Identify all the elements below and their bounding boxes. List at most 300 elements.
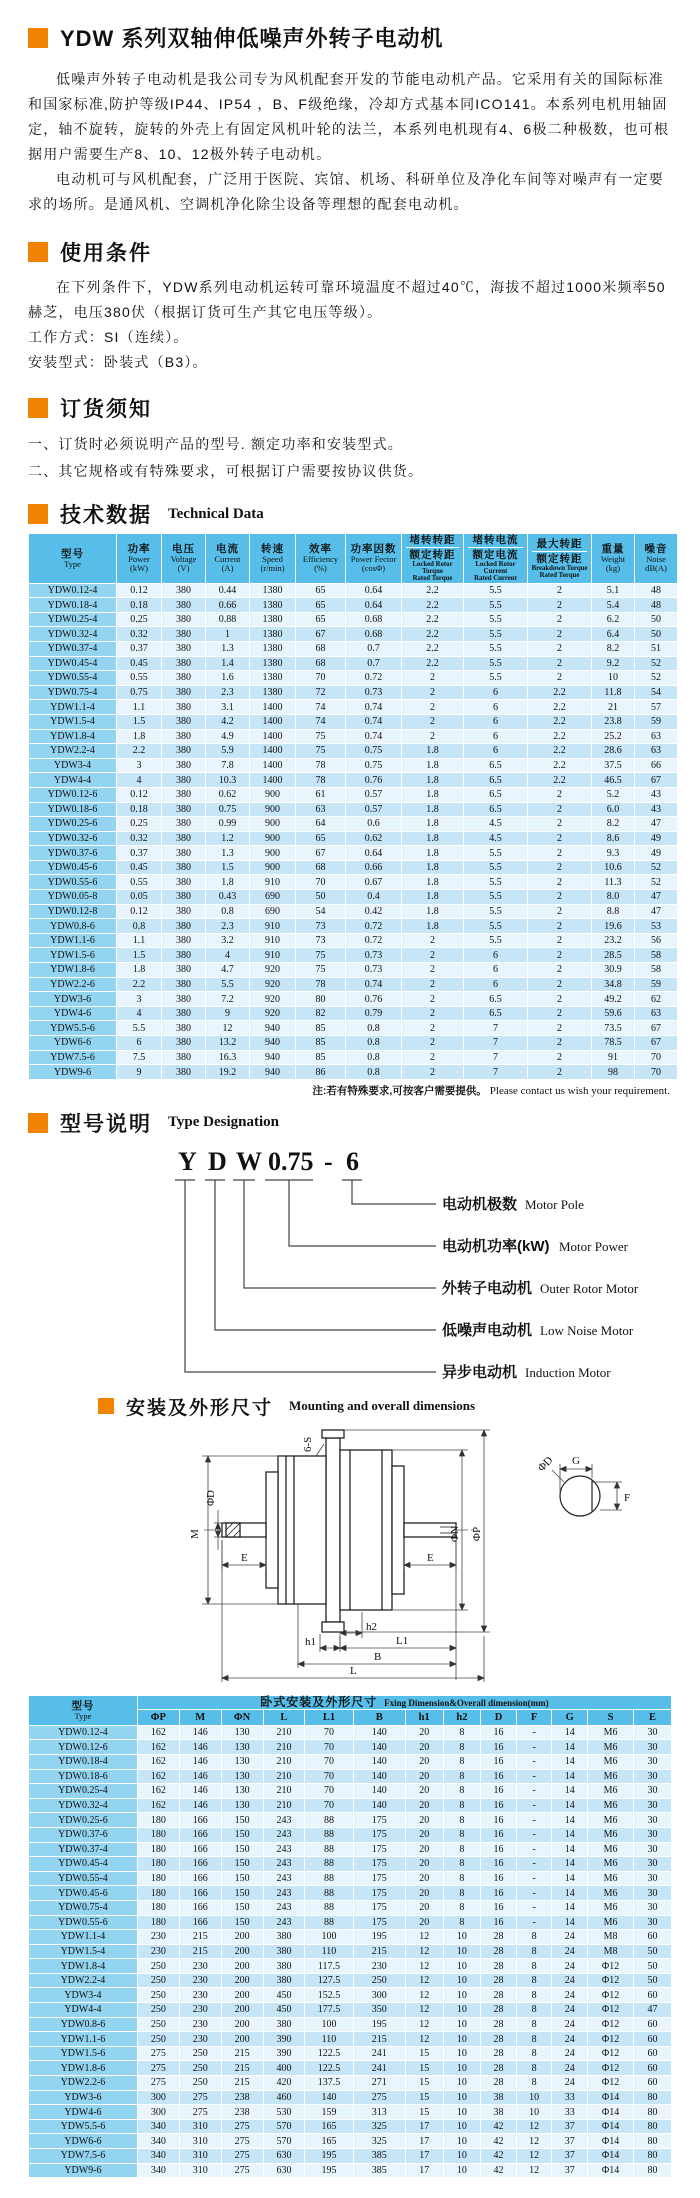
table-row (29, 1944, 672, 1959)
cell-s: M6 (588, 1871, 634, 1886)
cell-e: 80 (634, 2149, 672, 2164)
table-row (29, 1036, 678, 1051)
table-row (29, 2061, 672, 2076)
cell-b: 140 (353, 1725, 405, 1740)
cell-type: YDW2.2-4 (29, 744, 117, 759)
cell-d: 16 (481, 1827, 517, 1842)
table-row (29, 802, 678, 817)
cell-current: 9 (206, 1006, 250, 1021)
cell-voltage: 380 (162, 627, 206, 642)
cell-speed: 1380 (250, 598, 296, 613)
cell-current: 13.2 (206, 1036, 250, 1051)
cell-power: 5.5 (117, 1021, 162, 1036)
cell-d: 16 (481, 1754, 517, 1769)
cell-m: 230 (179, 1959, 221, 1974)
cell-type: YDW7.5-6 (29, 1050, 117, 1065)
cell-type: YDW0.32-4 (29, 627, 117, 642)
cell-power: 0.25 (117, 817, 162, 832)
cell-type: YDW0.45-6 (29, 860, 117, 875)
cell-d: 42 (481, 2149, 517, 2164)
cell-noise: 54 (635, 685, 678, 700)
cell-l: 630 (263, 2149, 305, 2164)
dims-table-header (29, 1695, 672, 1725)
cell-h2: 8 (443, 1798, 481, 1813)
cell-l: 243 (263, 1900, 305, 1915)
cell-weight: 30.9 (592, 963, 635, 978)
cell-speed: 690 (250, 890, 296, 905)
cell-type: YDW4-6 (29, 1006, 117, 1021)
cell-l1: 152.5 (305, 1988, 353, 2003)
col-speed: 转速 Speed (r/min) (250, 534, 296, 584)
cell-speed: 1380 (250, 671, 296, 686)
cell-g: 24 (552, 1988, 588, 2003)
cell-phip: 230 (137, 1930, 179, 1945)
cell-f: 8 (516, 2046, 552, 2061)
cell-lrt: 2 (402, 933, 464, 948)
cell-f: - (516, 1813, 552, 1828)
cell-type: YDW9-6 (29, 2163, 138, 2178)
cell-type: YDW9-6 (29, 1065, 117, 1080)
cell-current: 3.1 (206, 700, 250, 715)
cell-bt: 2 (528, 1065, 592, 1080)
cell-b: 195 (353, 1930, 405, 1945)
cell-f: - (516, 1769, 552, 1784)
table-row (29, 1798, 672, 1813)
table-row (29, 890, 678, 905)
cell-speed: 1400 (250, 773, 296, 788)
cell-d: 16 (481, 1886, 517, 1901)
cell-h1: 15 (405, 2046, 443, 2061)
cell-e: 60 (634, 1930, 672, 1945)
cell-d: 42 (481, 2163, 517, 2178)
cell-h1: 20 (405, 1798, 443, 1813)
cell-f: 8 (516, 1988, 552, 2003)
cell-phin: 130 (221, 1769, 263, 1784)
table-row (29, 773, 678, 788)
cell-l: 210 (263, 1740, 305, 1755)
cell-d: 28 (481, 1944, 517, 1959)
cell-phip: 162 (137, 1740, 179, 1755)
cell-power-factor: 0.57 (346, 787, 402, 802)
cell-noise: 47 (635, 904, 678, 919)
cell-current: 1.3 (206, 846, 250, 861)
cell-lrc: 5.5 (464, 904, 528, 919)
cell-l1: 195 (305, 2149, 353, 2164)
cell-speed: 1380 (250, 656, 296, 671)
cell-phin: 200 (221, 1944, 263, 1959)
cell-phin: 200 (221, 1973, 263, 1988)
cell-f: 12 (516, 2119, 552, 2134)
cell-e: 60 (634, 1988, 672, 2003)
cell-l: 380 (263, 1959, 305, 1974)
cell-lrt: 2.2 (402, 627, 464, 642)
cell-speed: 1400 (250, 758, 296, 773)
cell-type: YDW1.8-6 (29, 963, 117, 978)
cell-efficiency: 75 (296, 948, 346, 963)
code-part-d: D (208, 1146, 227, 1176)
cell-power: 0.12 (117, 583, 162, 598)
cell-bt: 2 (528, 963, 592, 978)
cell-m: 215 (179, 1930, 221, 1945)
cell-l: 210 (263, 1725, 305, 1740)
cell-l1: 88 (305, 1915, 353, 1930)
cell-f: - (516, 1827, 552, 1842)
cell-s: Φ12 (588, 2032, 634, 2047)
cell-e: 30 (634, 1827, 672, 1842)
cell-d: 28 (481, 1959, 517, 1974)
cell-power-factor: 0.74 (346, 714, 402, 729)
cell-type: YDW2.2-6 (29, 2076, 138, 2091)
cell-type: YDW3-4 (29, 758, 117, 773)
dims-col-label: M (179, 1709, 221, 1725)
cell-weight: 34.8 (592, 977, 635, 992)
cell-d: 16 (481, 1784, 517, 1799)
cell-speed: 1380 (250, 641, 296, 656)
cell-speed: 900 (250, 817, 296, 832)
cell-h2: 8 (443, 1886, 481, 1901)
ordering-item-2: 二、其它规格或有特殊要求，可根据订户需要按协议供货。 (28, 463, 424, 479)
cell-voltage: 380 (162, 1036, 206, 1051)
cell-m: 166 (179, 1842, 221, 1857)
cell-e: 30 (634, 1900, 672, 1915)
intro-paragraphs (28, 67, 672, 217)
designation-label-pole-en: Motor Pole (525, 1196, 584, 1212)
cell-noise: 52 (635, 875, 678, 890)
cell-l: 570 (263, 2119, 305, 2134)
cell-m: 146 (179, 1725, 221, 1740)
type-designation-diagram (28, 1140, 672, 1389)
cell-s: M6 (588, 1900, 634, 1915)
cell-type: YDW0.32-6 (29, 831, 117, 846)
cell-b: 241 (353, 2046, 405, 2061)
cell-f: 10 (516, 2105, 552, 2120)
cell-s: Φ12 (588, 2076, 634, 2091)
technical-data-table (28, 533, 678, 1080)
cell-lrc: 7 (464, 1050, 528, 1065)
cell-efficiency: 73 (296, 933, 346, 948)
cell-speed: 1400 (250, 729, 296, 744)
cell-phin: 200 (221, 2003, 263, 2018)
table-row (29, 831, 678, 846)
cell-lrt: 2.2 (402, 612, 464, 627)
cell-power-factor: 0.74 (346, 977, 402, 992)
cell-current: 7.2 (206, 992, 250, 1007)
cell-power: 0.18 (117, 598, 162, 613)
cell-l1: 70 (305, 1784, 353, 1799)
cell-s: Φ12 (588, 2017, 634, 2032)
cell-g: 24 (552, 2003, 588, 2018)
cell-voltage: 380 (162, 758, 206, 773)
cell-h1: 12 (405, 1988, 443, 2003)
cell-m: 275 (179, 2090, 221, 2105)
usage-heading-row (28, 237, 672, 267)
cell-h2: 8 (443, 1784, 481, 1799)
cell-f: 12 (516, 2134, 552, 2149)
cell-weight: 9.2 (592, 656, 635, 671)
cell-e: 30 (634, 1857, 672, 1872)
cell-bt: 2 (528, 598, 592, 613)
cell-f: 12 (516, 2149, 552, 2164)
cell-e: 30 (634, 1842, 672, 1857)
main-title-row (28, 22, 672, 53)
cell-weight: 5.4 (592, 598, 635, 613)
cell-e: 30 (634, 1769, 672, 1784)
cell-power-factor: 0.6 (346, 817, 402, 832)
tech-heading-row (28, 499, 672, 529)
col-breakdown-torque: 最大转距 额定转距 Breakdown Torque Rated Torque (528, 534, 592, 584)
cell-d: 28 (481, 2017, 517, 2032)
table-row (29, 656, 678, 671)
cell-current: 1.3 (206, 641, 250, 656)
cell-e: 60 (634, 2076, 672, 2091)
cell-lrc: 5.5 (464, 627, 528, 642)
cell-h2: 10 (443, 2149, 481, 2164)
cell-f: 8 (516, 2076, 552, 2091)
cell-phip: 180 (137, 1900, 179, 1915)
cell-noise: 43 (635, 802, 678, 817)
cell-h2: 8 (443, 1725, 481, 1740)
cell-voltage: 380 (162, 714, 206, 729)
cell-m: 310 (179, 2163, 221, 2178)
cell-type: YDW1.5-6 (29, 948, 117, 963)
cell-m: 230 (179, 2032, 221, 2047)
cell-d: 38 (481, 2090, 517, 2105)
cell-f: - (516, 1886, 552, 1901)
cell-h1: 12 (405, 1973, 443, 1988)
cell-lrc: 6 (464, 948, 528, 963)
cell-type: YDW0.25-6 (29, 817, 117, 832)
cell-current: 10.3 (206, 773, 250, 788)
cell-e: 60 (634, 2032, 672, 2047)
cell-lrt: 2 (402, 977, 464, 992)
cell-speed: 940 (250, 1036, 296, 1051)
cell-phin: 130 (221, 1740, 263, 1755)
cell-s: M6 (588, 1740, 634, 1755)
cell-f: - (516, 1871, 552, 1886)
cell-power-factor: 0.74 (346, 700, 402, 715)
cell-l1: 88 (305, 1827, 353, 1842)
cell-current: 12 (206, 1021, 250, 1036)
cell-phip: 300 (137, 2090, 179, 2105)
mounting-heading-row (28, 1393, 672, 1420)
cell-current: 0.43 (206, 890, 250, 905)
cell-current: 0.8 (206, 904, 250, 919)
cell-g: 14 (552, 1740, 588, 1755)
code-part-dash: - (324, 1146, 333, 1176)
cell-bt: 2 (528, 1006, 592, 1021)
cell-speed: 1400 (250, 700, 296, 715)
cell-speed: 900 (250, 831, 296, 846)
table-row (29, 671, 678, 686)
table-row (29, 1813, 672, 1828)
cell-b: 175 (353, 1842, 405, 1857)
ordering-section-title: 订货须知 (60, 398, 152, 421)
cell-speed: 900 (250, 802, 296, 817)
cell-noise: 51 (635, 641, 678, 656)
cell-f: - (516, 1740, 552, 1755)
table-row (29, 714, 678, 729)
cell-h1: 15 (405, 2105, 443, 2120)
cell-noise: 53 (635, 919, 678, 934)
cell-l: 460 (263, 2090, 305, 2105)
cell-current: 1.8 (206, 875, 250, 890)
cell-s: M6 (588, 1725, 634, 1740)
cell-voltage: 380 (162, 919, 206, 934)
designation-label-outer-zh: 外转子电动机 (442, 1279, 533, 1297)
cell-m: 250 (179, 2046, 221, 2061)
cell-current: 0.66 (206, 598, 250, 613)
cell-phin: 130 (221, 1798, 263, 1813)
cell-s: M6 (588, 1784, 634, 1799)
cell-lrt: 1.8 (402, 758, 464, 773)
cell-speed: 1400 (250, 744, 296, 759)
cell-s: Φ12 (588, 1959, 634, 1974)
cell-type: YDW0.25-4 (29, 612, 117, 627)
cell-phin: 130 (221, 1725, 263, 1740)
cell-noise: 52 (635, 671, 678, 686)
cell-speed: 940 (250, 1021, 296, 1036)
cell-speed: 920 (250, 1006, 296, 1021)
cell-l1: 100 (305, 1930, 353, 1945)
table-row (29, 2163, 672, 2178)
cell-lrc: 5.5 (464, 890, 528, 905)
cell-f: - (516, 1900, 552, 1915)
table-row (29, 1006, 678, 1021)
cell-efficiency: 70 (296, 671, 346, 686)
note-en: Please contact us wish your requirement. (489, 1084, 670, 1097)
cell-lrc: 6.5 (464, 758, 528, 773)
cell-phin: 200 (221, 1930, 263, 1945)
cell-m: 310 (179, 2149, 221, 2164)
cell-m: 230 (179, 1973, 221, 1988)
cell-speed: 900 (250, 787, 296, 802)
cell-noise: 50 (635, 612, 678, 627)
designation-label-induction-zh: 异步电动机 (442, 1363, 518, 1381)
cell-phin: 275 (221, 2119, 263, 2134)
cell-phin: 150 (221, 1857, 263, 1872)
cell-voltage: 380 (162, 904, 206, 919)
cell-type: YDW7.5-6 (29, 2149, 138, 2164)
section-bullet-icon (28, 28, 48, 48)
cell-e: 80 (634, 2105, 672, 2120)
cell-d: 16 (481, 1842, 517, 1857)
cell-phip: 180 (137, 1857, 179, 1872)
cell-power-factor: 0.62 (346, 831, 402, 846)
cell-speed: 910 (250, 875, 296, 890)
table-row (29, 641, 678, 656)
cell-type: YDW6-6 (29, 1036, 117, 1051)
cell-lrc: 5.5 (464, 641, 528, 656)
cell-e: 30 (634, 1725, 672, 1740)
cell-power: 0.55 (117, 671, 162, 686)
cell-speed: 910 (250, 919, 296, 934)
cell-l: 243 (263, 1857, 305, 1872)
cell-d: 28 (481, 2003, 517, 2018)
cell-h2: 8 (443, 1871, 481, 1886)
cell-g: 24 (552, 1930, 588, 1945)
cell-power: 4 (117, 1006, 162, 1021)
col-noise: 噪音 Noise dB(A) (635, 534, 678, 584)
cell-power: 1.1 (117, 933, 162, 948)
cell-weight: 28.6 (592, 744, 635, 759)
cell-bt: 2 (528, 890, 592, 905)
cell-current: 19.2 (206, 1065, 250, 1080)
cell-power-factor: 0.72 (346, 933, 402, 948)
cell-d: 16 (481, 1871, 517, 1886)
cell-current: 3.2 (206, 933, 250, 948)
cell-lrc: 5.5 (464, 612, 528, 627)
cell-l1: 140 (305, 2090, 353, 2105)
cell-speed: 1380 (250, 685, 296, 700)
table-row (29, 612, 678, 627)
cell-voltage: 380 (162, 685, 206, 700)
cell-d: 16 (481, 1725, 517, 1740)
cell-d: 16 (481, 1769, 517, 1784)
cell-noise: 70 (635, 1050, 678, 1065)
table-row (29, 583, 678, 598)
cell-phin: 150 (221, 1813, 263, 1828)
table-row (29, 787, 678, 802)
table-row (29, 758, 678, 773)
dim-label-phip: ΦP (471, 1526, 483, 1541)
designation-section-title: 型号说明 (60, 1112, 152, 1136)
cell-weight: 46.5 (592, 773, 635, 788)
cell-noise: 62 (635, 992, 678, 1007)
cell-m: 146 (179, 1769, 221, 1784)
cell-h2: 8 (443, 1813, 481, 1828)
cell-m: 310 (179, 2119, 221, 2134)
cell-h2: 10 (443, 2163, 481, 2178)
cell-s: Φ12 (588, 1973, 634, 1988)
cell-lrc: 6 (464, 714, 528, 729)
tech-table-header (29, 534, 678, 584)
cell-m: 250 (179, 2076, 221, 2091)
cell-noise: 52 (635, 860, 678, 875)
cell-h1: 15 (405, 2076, 443, 2091)
dims-col-label: E (634, 1709, 672, 1725)
cell-l: 450 (263, 2003, 305, 2018)
cell-type: YDW5.5-6 (29, 2119, 138, 2134)
cell-d: 28 (481, 2046, 517, 2061)
cell-voltage: 380 (162, 641, 206, 656)
cell-power-factor: 0.8 (346, 1036, 402, 1051)
cell-l: 380 (263, 1944, 305, 1959)
cell-phin: 215 (221, 2076, 263, 2091)
usage-mount-line: 安装型式：卧装式（B3）。 (28, 354, 208, 370)
table-row (29, 977, 678, 992)
cell-type: YDW1.5-4 (29, 1944, 138, 1959)
cell-bt: 2 (528, 1021, 592, 1036)
usage-section-title: 使用条件 (60, 242, 152, 265)
cell-g: 24 (552, 1959, 588, 1974)
cell-type: YDW4-4 (29, 773, 117, 788)
cell-current: 0.44 (206, 583, 250, 598)
cell-voltage: 380 (162, 860, 206, 875)
cell-s: Φ14 (588, 2149, 634, 2164)
cell-noise: 63 (635, 729, 678, 744)
cell-phin: 215 (221, 2046, 263, 2061)
cell-power-factor: 0.76 (346, 992, 402, 1007)
cell-efficiency: 65 (296, 583, 346, 598)
cell-efficiency: 85 (296, 1036, 346, 1051)
cell-b: 271 (353, 2076, 405, 2091)
cell-efficiency: 74 (296, 714, 346, 729)
cell-current: 1.5 (206, 860, 250, 875)
cell-b: 325 (353, 2119, 405, 2134)
cell-s: M6 (588, 1827, 634, 1842)
cell-weight: 91 (592, 1050, 635, 1065)
cell-b: 175 (353, 1915, 405, 1930)
